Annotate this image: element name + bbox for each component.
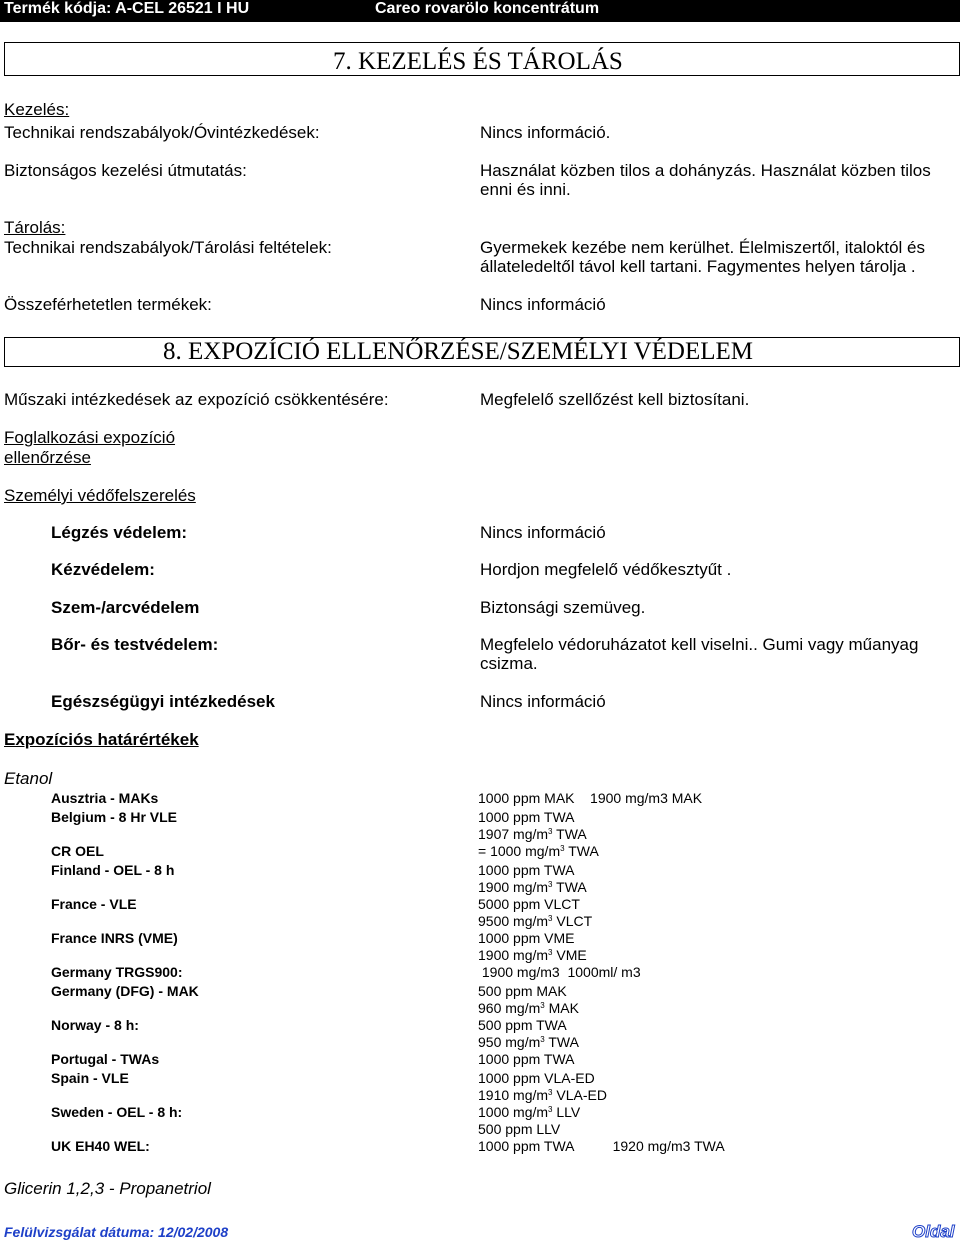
limit-value	[478, 1138, 725, 1155]
superscript: 3	[548, 948, 553, 957]
limit-value	[478, 930, 587, 964]
superscript: 3	[540, 1001, 545, 1010]
substance-glicerin: Glicerin 1,2,3 - Propanetriol	[4, 1179, 211, 1198]
eye-value: Biztonsági szemüveg.	[480, 598, 646, 617]
tech-rules-label: Technikai rendszabályok/Óvintézkedések:	[4, 123, 320, 142]
limit-value-line: 1000 ppm TWA	[478, 809, 575, 825]
limit-value-line: 1900 $mg/m^3$ VME	[478, 947, 587, 963]
limit-value	[478, 809, 587, 843]
section-7-title: 7. KEZELÉS ÉS TÁROLÁS	[333, 48, 623, 75]
limit-value-line: = 1000 $mg/m^3$ TWA	[478, 843, 599, 859]
limit-value-line: 500 ppm MAK	[478, 983, 567, 999]
page-header	[0, 0, 960, 22]
limit-value-line: 1000 ppm VME	[478, 930, 575, 946]
limit-value	[478, 862, 587, 896]
limit-value-line: 500 ppm LLV	[478, 1121, 561, 1137]
limit-value-line: 1000 ppm TWA 1920 mg/m3 TWA	[478, 1138, 725, 1154]
incompatible-value: Nincs információ	[480, 295, 606, 314]
limit-value	[478, 964, 641, 981]
limit-value-line: 9500 $mg/m^3$ VLCT	[478, 913, 593, 929]
limit-value-line: 5000 ppm VLCT	[478, 896, 580, 912]
storage-value: Gyermekek kezébe nem kerülhet. Élelmiszertől, italoktól és állateledeltől távol kell tartani. Fagymentes helyen tárolja .	[480, 238, 926, 276]
limit-value	[478, 1017, 579, 1051]
superscript: 3	[548, 1105, 553, 1114]
limit-value-line: 1000 $mg/m^3$ LLV	[478, 1104, 581, 1120]
storage-heading: Tárolás:	[4, 218, 66, 237]
skin-value: Megfelelo védoruházatot kell viselni.. Gumi vagy műanyag csizma.	[480, 635, 919, 673]
superscript: 3	[548, 880, 553, 889]
page-label: Oldal	[912, 1222, 955, 1241]
limit-value	[478, 790, 702, 807]
superscript: 3	[548, 1088, 553, 1097]
safe-handling-value: Használat közben tilos a dohányzás. Használat közben tilos enni és inni.	[480, 161, 931, 199]
limit-country: Finland - OEL - 8 h	[51, 862, 175, 878]
skin-label: Bőr- és testvédelem:	[51, 635, 219, 654]
tech-rules-value: Nincs információ.	[480, 123, 611, 142]
revision-date: Felülvizsgálat dátuma: 12/02/2008	[4, 1224, 229, 1240]
superscript: 3	[540, 1035, 545, 1044]
limit-value-line: 1000 ppm TWA	[478, 1051, 575, 1067]
superscript: 3	[560, 844, 565, 853]
limit-value	[478, 1051, 575, 1068]
limit-value-line: 1907 $mg/m^3$ TWA	[478, 826, 587, 842]
limit-country: Germany (DFG) - MAK	[51, 983, 199, 999]
eye-label: Szem-/arcvédelem	[51, 598, 200, 617]
storage-label: Technikai rendszabályok/Tárolási feltételek:	[4, 238, 332, 257]
limit-value	[478, 1104, 580, 1138]
ppe-heading: Személyi védőfelszerelés	[4, 486, 196, 505]
limit-country: Spain - VLE	[51, 1070, 129, 1086]
limit-value-line: 1000 ppm MAK 1900 mg/m3 MAK	[478, 790, 703, 806]
limit-value-line: 1910 $mg/m^3$ VLA-ED	[478, 1087, 607, 1103]
limits-heading: Expozíciós határértékek	[4, 730, 199, 749]
limit-value-line: 500 ppm TWA	[478, 1017, 567, 1033]
limit-country: CR OEL	[51, 843, 104, 859]
product-code: Termék kódja: A-CEL 26521 I HU	[4, 0, 250, 17]
hand-label: Kézvédelem:	[51, 560, 155, 579]
section-8-title: 8. EXPOZÍCIÓ ELLENŐRZÉSE/SZEMÉLYI VÉDELEM	[163, 338, 754, 365]
occupational-heading-1: Foglalkozási expozíció	[4, 428, 176, 447]
limit-value-line: 950 $mg/m^3$ TWA	[478, 1034, 579, 1050]
limit-value	[478, 843, 599, 860]
incompatible-label: Összeférhetetlen termékek:	[4, 295, 212, 314]
safe-handling-label: Biztonságos kezelési útmutatás:	[4, 161, 247, 180]
limit-value-line: 1900 mg/m3 1000ml/ m3	[478, 964, 641, 980]
respiratory-value: Nincs információ	[480, 523, 606, 542]
limit-value	[478, 983, 579, 1017]
handling-heading: Kezelés:	[4, 100, 70, 119]
limit-country: Portugal - TWAs	[51, 1051, 160, 1067]
limit-value	[478, 1070, 607, 1104]
limit-value-line: 1900 $mg/m^3$ TWA	[478, 879, 587, 895]
limit-country: Ausztria - MAKs	[51, 790, 159, 806]
superscript: 3	[548, 914, 553, 923]
limit-country: Norway - 8 h:	[51, 1017, 139, 1033]
hygiene-value: Nincs információ	[480, 692, 606, 711]
respiratory-label: Légzés védelem:	[51, 523, 188, 542]
hand-value: Hordjon megfelelő védőkesztyűt .	[480, 560, 732, 579]
limit-country: UK EH40 WEL:	[51, 1138, 150, 1154]
limit-country: Belgium - 8 Hr VLE	[51, 809, 178, 825]
product-name: Careo rovarölo koncentrátum	[375, 0, 600, 17]
occupational-heading-2: ellenőrzése	[4, 448, 91, 467]
limit-value-line: 1000 ppm VLA-ED	[478, 1070, 595, 1086]
limit-country: France INRS (VME)	[51, 930, 178, 946]
limit-country: Sweden - OEL - 8 h:	[51, 1104, 183, 1120]
engineering-value: Megfelelő szellőzést kell biztosítani.	[480, 390, 750, 409]
limit-value-line: 960 $mg/m^3$ MAK	[478, 1000, 579, 1016]
engineering-label: Műszaki intézkedések az expozíció csökkentésére:	[4, 390, 389, 409]
substance-etanol: Etanol	[4, 769, 53, 788]
limit-value-line: 1000 ppm TWA	[478, 862, 575, 878]
limit-value	[478, 896, 592, 930]
superscript: 3	[548, 827, 553, 836]
limit-country: Germany TRGS900:	[51, 964, 183, 980]
hygiene-label: Egészségügyi intézkedések	[51, 692, 275, 711]
limit-country: France - VLE	[51, 896, 137, 912]
